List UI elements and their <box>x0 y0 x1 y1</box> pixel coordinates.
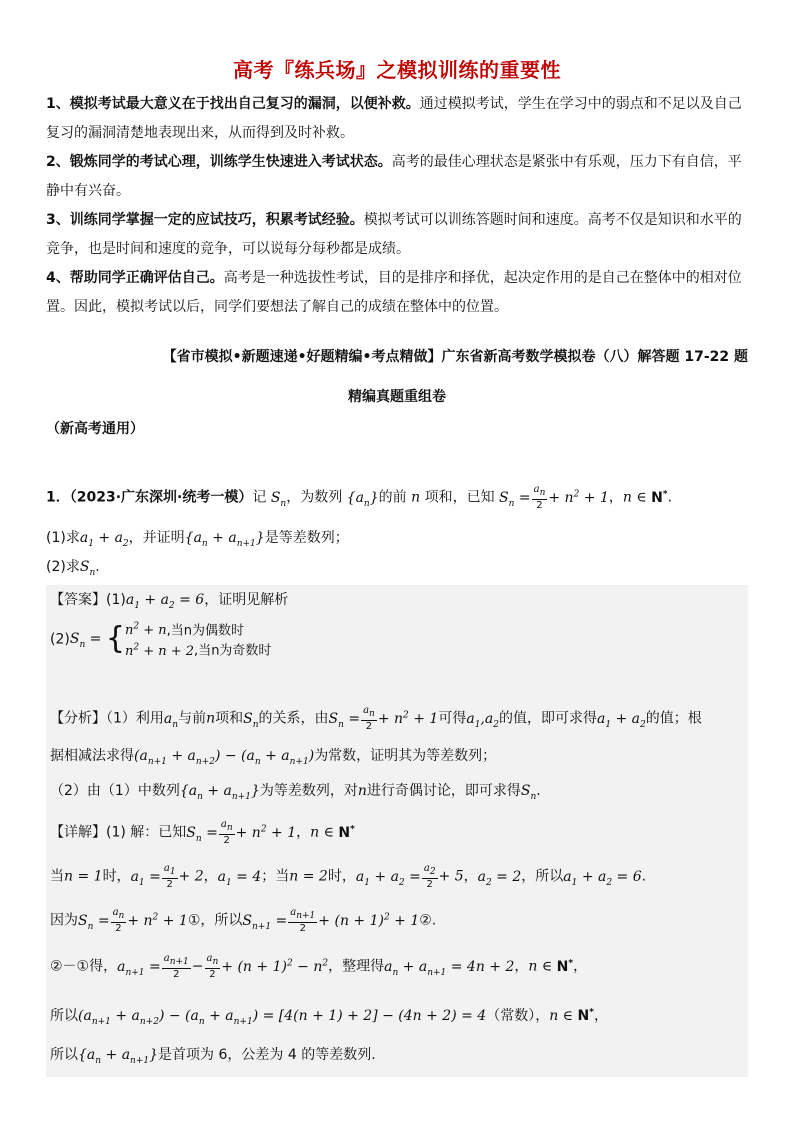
intro-bold: 3、训练同学掌握一定的应试技巧，积累考试经验。 <box>46 212 364 228</box>
stem-text: 项和，已知 <box>424 489 495 506</box>
detail-text: ①，所以 <box>187 912 243 929</box>
intro-text: 高考的最佳心理状态是紧张中有乐观，压力下有自信，平静中有兴奋。 <box>46 154 742 199</box>
case-even: 当n为偶数时 <box>170 623 244 639</box>
detail-text: （常数）， <box>486 1008 550 1024</box>
answer-line-2: $(2)S_n = \{n^2 + n$,当n为偶数时 $n^2 + n + 2$,当n为奇数时 <box>50 621 272 659</box>
intro-paragraph-1 <box>46 90 752 148</box>
detail-text: 所以 <box>50 1047 78 1063</box>
intro-bold: 2、锻炼同学的考试心理，训练学生快速进入考试状态。 <box>46 154 392 170</box>
question-part-1: (1)求$a_1 + a_2$，并证明$\{a_n + a_{n+1}\}$是等差数列； <box>46 530 349 549</box>
analysis-text: 可得 <box>438 710 467 727</box>
analysis-text: 为常数，证明其为等差数列； <box>314 748 497 764</box>
analysis-line-3: （2）由（1）中数列$\{a_n + a_{n+1}\}$为等差数列，对n进行奇偶讨论，即可求得$S_n$. <box>50 783 541 802</box>
intro-text: 高考是一种选拔性考试，目的是排序和择优，起决定作用的是自己在整体中的相对位置。因此，模拟考试以后，同学们要想法了解自己的成绩在整体中的位置。 <box>46 270 742 315</box>
question-stem: 1．（2023·广东深圳·统考一模）记 $S_n$，为数列 $\{a_n\}$的前 n 项和，已知 $S_n$ = $\frac{a_n}{2}$ + $n^2 + 1$，n ∈ N*. <box>46 484 673 511</box>
analysis-label: 【分析】 <box>50 710 106 727</box>
detail-line-2: 当n = 1时，$a_1$ = $\frac{a_1}{2}$ + 2，$a_1 = 4$；当n = 2时，$a_1 + a_2$ = $\frac{a_2}{2}$ + 5，$a_2 = 2$，所以$a_1 + a_2 = 6$. <box>50 863 647 890</box>
case-odd: 当n为奇数时 <box>198 643 272 659</box>
detail-text: ②. <box>419 912 437 929</box>
intro-bold: 4、帮助同学正确评估自己。 <box>46 270 224 286</box>
intro-text: 通过模拟考试，学生在学习中的弱点和不足以及自己复习的漏洞清楚地表现出来，从而得到及时补救。 <box>46 96 742 141</box>
detail-text: 时， <box>102 868 131 885</box>
detail-text: 时， <box>327 868 356 885</box>
detail-text: 因为 <box>50 912 78 929</box>
analysis-text: 进行奇偶讨论，即可求得 <box>366 783 521 799</box>
analysis-text: 与前 <box>178 710 207 727</box>
detail-text: ，整理得 <box>328 958 385 975</box>
analysis-text: 项和 <box>215 710 244 727</box>
intro-paragraph-3 <box>46 206 752 264</box>
detail-text: (1) 解：已知 <box>106 824 187 841</box>
analysis-text: 的关系，由 <box>258 710 329 727</box>
detail-text: ；当 <box>261 868 290 885</box>
question-source: （2023·广东深圳·统考一模） <box>69 489 253 506</box>
question-number: 1． <box>46 489 70 506</box>
part-text: ，并证明 <box>128 530 185 546</box>
intro-section <box>46 90 752 322</box>
detail-label: 【详解】 <box>50 824 106 841</box>
answer-label: 【答案】 <box>50 592 106 608</box>
analysis-text: （2）由（1）中数列 <box>50 783 180 799</box>
answer-line-1: 【答案】$(1)a_1 + a_2 = 6$，证明见解析 <box>50 592 289 611</box>
detail-line-5: 所以$(a_{n+1} + a_{n+2}) - (a_n + a_{n+1}) = [4(n + 1) + 2] - (4n + 2) = 4$（常数），n ∈ N*， <box>50 1007 608 1027</box>
detail-text: ②－①得， <box>50 958 118 975</box>
detail-line-3: 因为$S_n$ = $\frac{a_n}{2}$ + $n^2$ + 1①，所以$S_{n+1}$ = $\frac{a_{n+1}}{2}$ + $(n + 1)^2$ + 1②. <box>50 907 437 934</box>
analysis-text: 据相减法求得 <box>50 748 134 764</box>
section-subheading: 精编真题重组卷 <box>348 389 446 405</box>
detail-text: 是首项为 6，公差为 4 的等差数列. <box>158 1047 376 1063</box>
detail-line-1: 【详解】(1) 解：已知$S_n$ = $\frac{a_n}{2}$ + $n^2 + 1$，n ∈ N* <box>50 819 355 846</box>
detail-text: ，所以 <box>521 868 564 885</box>
section-heading: 【省市模拟•新题速递•好题精编•考点精做】广东省新高考数学模拟卷（八）解答题 17-22 题 <box>162 349 748 365</box>
intro-bold: 1、模拟考试最大意义在于找出自己复习的漏洞，以便补救。 <box>46 96 420 112</box>
analysis-text: （1）利用 <box>106 710 164 727</box>
part-text: 是等差数列； <box>264 530 349 546</box>
intro-text: 模拟考试可以训练答题时间和速度。高考不仅是知识和水平的竞争，也是时间和速度的竞争，可以说每分每秒都是成绩。 <box>46 212 742 257</box>
question-part-2: (2)求$S_n$. <box>46 559 100 578</box>
analysis-line-1: 【分析】（1）利用$a_n$与前n项和$S_n$的关系，由$S_n$ = $\frac{a_n}{2}$ + $n^2 + 1$可得$a_1,a_2$的值，即可求得$a_1 + a_2$的值；根 <box>50 705 702 732</box>
stem-text: ，为数列 <box>286 489 343 506</box>
solution-box <box>46 585 748 1077</box>
intro-paragraph-4 <box>46 264 752 322</box>
analysis-text: 为等差数列，对 <box>259 783 358 799</box>
part-text: (2)求 <box>46 559 80 575</box>
analysis-text: 的值；根 <box>645 710 702 727</box>
detail-text: 当 <box>50 868 64 885</box>
detail-line-4: ②－①得，$a_{n+1}$ = $\frac{a_{n+1}}{2}$ − $\frac{a_n}{2}$ + $(n + 1)^2 - n^2$，整理得$a_n + a_{n+1} = 4n + 2$，n ∈ N*， <box>50 953 588 980</box>
section-note: （新高考通用） <box>46 421 144 437</box>
stem-text: 记 <box>252 489 267 506</box>
answer-text: (2) <box>50 631 70 648</box>
intro-paragraph-2 <box>46 148 752 206</box>
answer-text: ，证明见解析 <box>204 592 289 608</box>
analysis-text: 的值，即可求得 <box>498 710 597 727</box>
part-text: (1)求 <box>46 530 80 546</box>
answer-text: (1) <box>106 592 126 608</box>
stem-text: 的前 <box>378 489 407 506</box>
analysis-line-2: 据相减法求得$(a_{n+1} + a_{n+2}) - (a_n + a_{n+1})$为常数，证明其为等差数列； <box>50 748 497 767</box>
page-title: 高考『练兵场』之模拟训练的重要性 <box>233 58 561 82</box>
detail-text: 所以 <box>50 1008 78 1024</box>
detail-line-6: 所以$\{a_n + a_{n+1}\}$是首项为 6，公差为 4 的等差数列. <box>50 1047 376 1066</box>
